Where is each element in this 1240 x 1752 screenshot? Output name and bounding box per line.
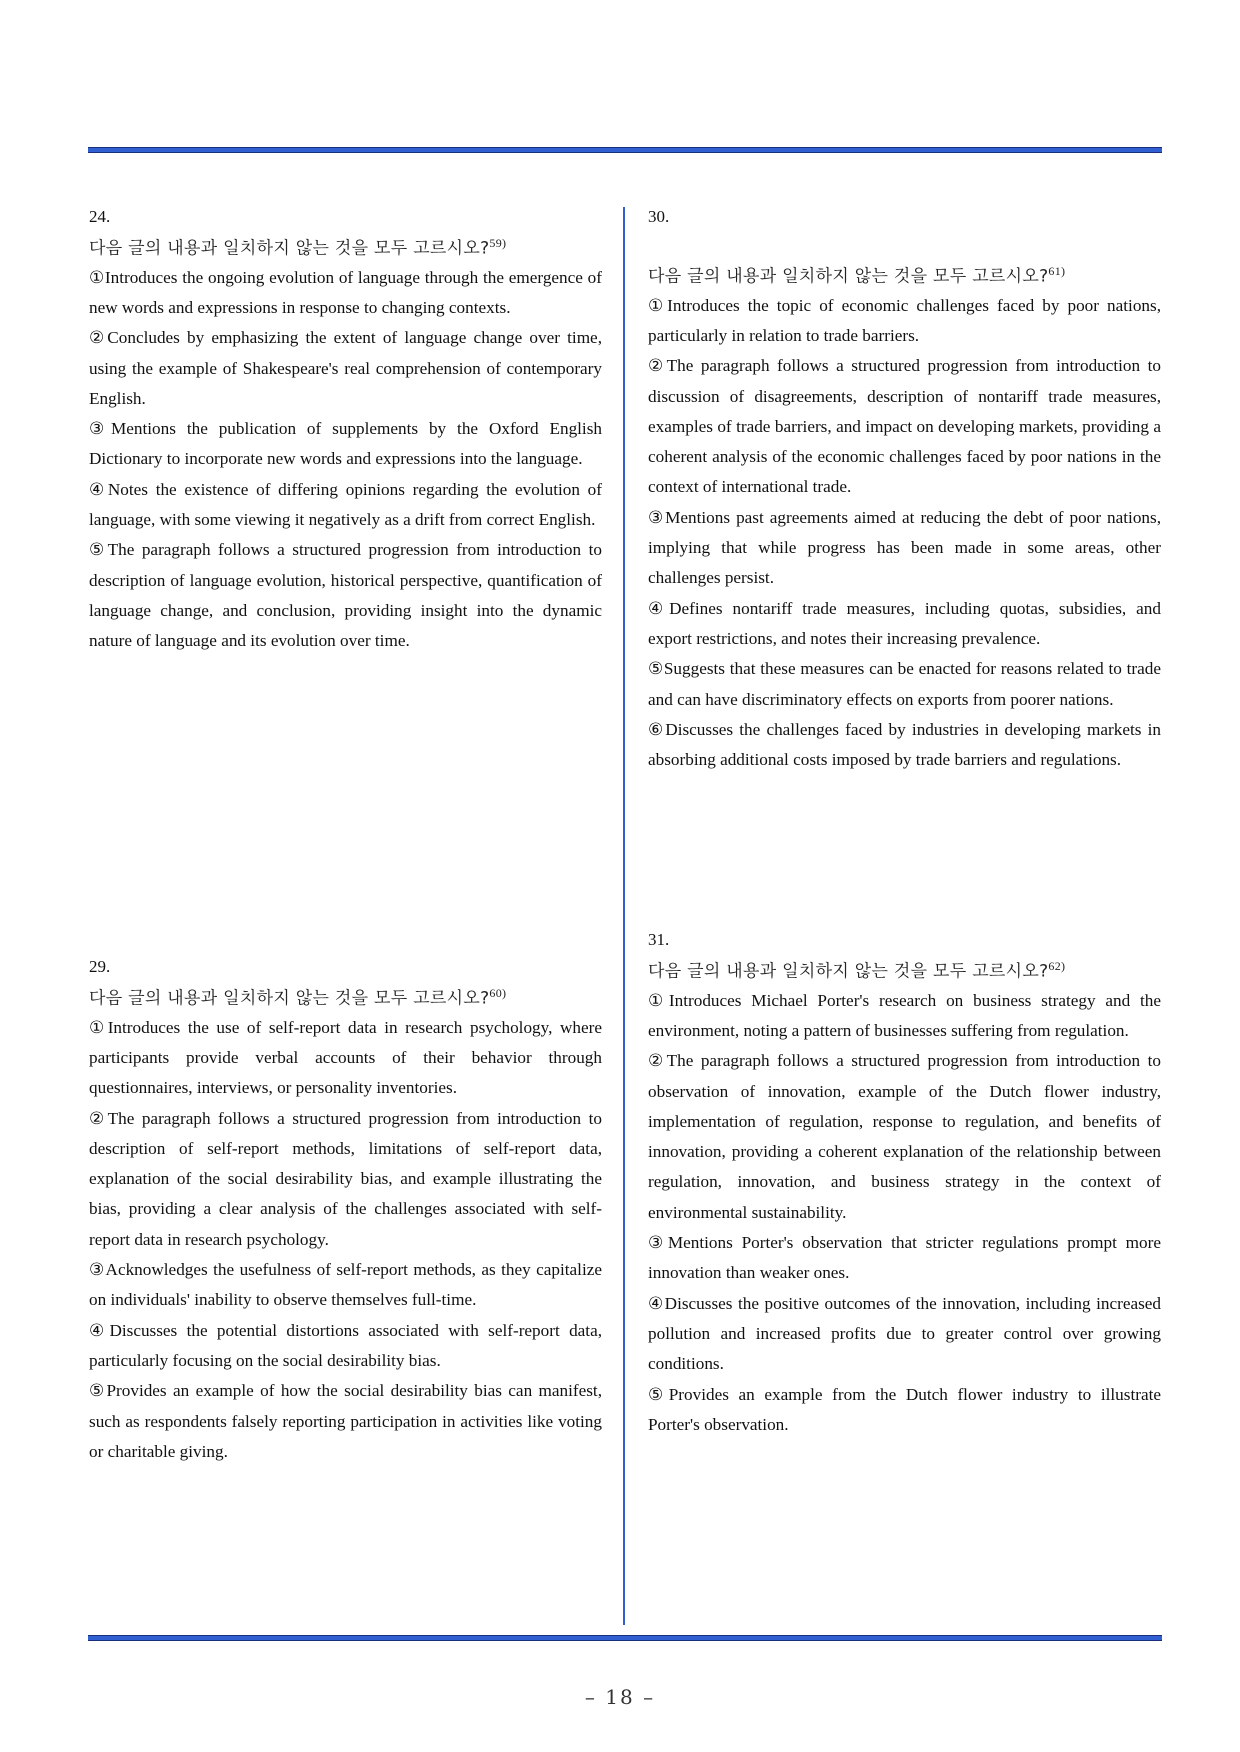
question-prompt-text: 다음 글의 내용과 일치하지 않는 것을 모두 고르시오?: [89, 238, 490, 259]
question-prompt: [89, 229, 602, 263]
answer-option: ③Acknowledges the usefulness of self-report methods, as they capitalize on individuals' inability to observe themselves full-time.: [89, 1260, 602, 1310]
question-number: 30.: [648, 207, 670, 226]
question-prompt: [89, 979, 602, 1013]
answer-option: ③Mentions Porter's observation that stricter regulations prompt more innovation than weaker ones.: [648, 1233, 1161, 1283]
footnote-marker: 60): [489, 986, 507, 1000]
question-prompt-text: 다음 글의 내용과 일치하지 않는 것을 모두 고르시오?: [648, 961, 1049, 982]
question-prompt-text: 다음 글의 내용과 일치하지 않는 것을 모두 고르시오?: [648, 266, 1049, 287]
answer-option: ⑤Provides an example from the Dutch flower industry to illustrate Porter's observation.: [648, 1384, 1161, 1434]
answer-option: ④Discusses the potential distortions associated with self-report data, particularly focusing on the social desirability bias.: [89, 1320, 602, 1370]
answer-option: ②The paragraph follows a structured progression from introduction to description of self-report methods, limitations of self-report data, explanation of the social desirability bias, and example illustrating the bias, providing a clear analysis of the challenges associated with self-report data in research psychology.: [89, 1108, 602, 1249]
answer-option: ④Notes the existence of differing opinions regarding the evolution of language, with some viewing it negatively as a drift from correct English.: [89, 479, 602, 530]
answer-option: ④Discusses the positive outcomes of the innovation, including increased pollution and increased profits due to greater control over growing conditions.: [648, 1293, 1161, 1374]
footer-rule: [88, 1635, 1162, 1641]
answer-option: ②The paragraph follows a structured progression from introduction to observation of innovation, example of the Dutch flower industry, implementation of regulation, response to regulation, and benefits of innovation, providing a coherent explanation of the relationship between regulation, innovation, and business strategy in the context of environmental sustainability.: [648, 1051, 1161, 1222]
answer-option: ①Introduces the topic of economic challenges faced by poor nations, particularly in relation to trade barriers.: [648, 295, 1161, 345]
question-30: [648, 205, 1161, 775]
answer-option: ②Concludes by emphasizing the extent of language change over time, using the example of Shakespeare's real comprehension of contemporary English.: [89, 328, 602, 408]
answer-option: ③Mentions past agreements aimed at reducing the debt of poor nations, implying that while progress has been made in some areas, other challenges persist.: [648, 507, 1161, 588]
page-number: – 18 –: [584, 1685, 656, 1709]
answer-option: ①Introduces the use of self-report data in research psychology, where participants provide verbal accounts of their behavior through questionnaires, interviews, or personality inventories.: [89, 1017, 602, 1098]
question-number: 29.: [89, 957, 111, 976]
question-prompt: [648, 952, 1161, 986]
question-number: 24.: [89, 207, 111, 226]
answer-option: ②The paragraph follows a structured progression from introduction to discussion of disagreements, description of nontariff trade measures, examples of trade barriers, and impact on developing markets, providing a coherent analysis of the economic challenges faced by poor nations in the context of international trade.: [648, 356, 1161, 497]
question-24: [89, 205, 602, 657]
spacer: [648, 229, 1161, 257]
column-divider: [623, 207, 625, 1625]
question-prompt: [648, 257, 1161, 291]
answer-option: ⑤Suggests that these measures can be enacted for reasons related to trade and can have discriminatory effects on exports from poorer nations.: [648, 659, 1161, 709]
answer-option: ④Defines nontariff trade measures, including quotas, subsidies, and export restrictions, and notes their increasing prevalence.: [648, 598, 1161, 648]
answer-option: ⑥Discusses the challenges faced by industries in developing markets in absorbing additional costs imposed by trade barriers and regulations.: [648, 719, 1161, 770]
answer-option: ③Mentions the publication of supplements by the Oxford English Dictionary to incorporate new words and expressions into the language.: [89, 419, 602, 469]
question-number: 31.: [648, 930, 670, 949]
header-rule: [88, 147, 1162, 153]
footnote-marker: 62): [1048, 959, 1066, 973]
answer-option: ①Introduces Michael Porter's research on business strategy and the environment, noting a pattern of businesses suffering from regulation.: [648, 990, 1161, 1040]
footnote-marker: 61): [1048, 264, 1066, 278]
question-29: [89, 955, 602, 1467]
question-31: [648, 928, 1161, 1440]
footnote-marker: 59): [489, 236, 507, 250]
answer-option: ①Introduces the ongoing evolution of language through the emergence of new words and expressions in response to changing contexts.: [89, 267, 602, 317]
answer-option: ⑤Provides an example of how the social desirability bias can manifest, such as respondents falsely reporting participation in activities like voting or charitable giving.: [89, 1381, 602, 1461]
question-prompt-text: 다음 글의 내용과 일치하지 않는 것을 모두 고르시오?: [89, 988, 490, 1009]
answer-option: ⑤The paragraph follows a structured progression from introduction to description of language evolution, historical perspective, quantification of language change, and conclusion, providing insight into the dynamic nature of language and its evolution over time.: [89, 540, 602, 651]
